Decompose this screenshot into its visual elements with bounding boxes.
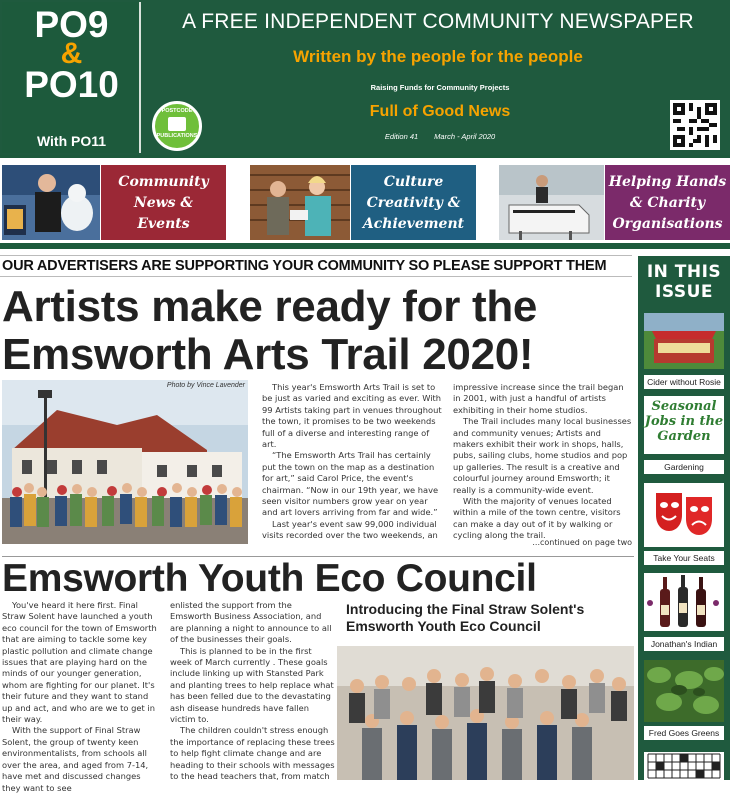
eco-council-headline[interactable]: Emsworth Youth Eco Council [2, 556, 634, 601]
tab-line: Events [137, 216, 190, 232]
greens-thumbnail[interactable] [644, 660, 724, 722]
theatre-masks-thumbnail[interactable] [644, 483, 724, 547]
paragraph: enlisted the support from the Emsworth Business Association, and are planning a night to announce to all of the businesses their goals. [170, 600, 332, 645]
community-news-events-tab[interactable] [101, 165, 226, 240]
seasonal-line: Seasonal [651, 399, 717, 414]
in-this-issue-sidebar [638, 256, 730, 780]
paragraph: You've heard it here first. Final Straw Solent have launched a youth eco council for the town of Emsworth that are aiming to tackle some key plastic pollution and climate change issues that are playing hard on the minds of our younger generation, whom are fighting for our planet. It's their future and they want to stand up and act, and who are we to get in their way. [2, 600, 157, 725]
tab-line: News & [133, 195, 194, 211]
issue-link-take-your-seats[interactable]: Take Your Seats [644, 551, 724, 565]
qr-code[interactable] [670, 100, 720, 150]
title-line: IN THIS [646, 262, 722, 282]
crossword-thumbnail[interactable] [644, 752, 724, 780]
paragraph: This year's Emsworth Arts Trail is set to be just as varied and exciting as ever. With 99 Artists taking part in venues throughout the town, it promises to be two weekends full of a diverse and interesting range of art. [262, 382, 442, 450]
eco-council-group-photo[interactable] [337, 646, 634, 780]
tab-line: Community [118, 174, 209, 190]
tab-line: & Charity [629, 195, 706, 211]
feature-strip [0, 165, 730, 242]
seasonal-jobs-thumbnail[interactable] [644, 396, 724, 454]
tab-line: Creativity & [366, 195, 461, 211]
culture-photo[interactable] [250, 165, 350, 240]
logo-po10: PO10 [24, 64, 119, 105]
masthead [0, 0, 730, 155]
postcode-publications-badge[interactable]: POSTCODE PUBLICATIONS [152, 101, 202, 151]
cider-thumbnail[interactable] [644, 313, 724, 369]
arts-trail-column-1 [262, 382, 442, 542]
logo-ampersand: & [60, 37, 83, 70]
issue-link-jonathans-indian[interactable]: Jonathan's Indian [644, 637, 724, 651]
subtitle: Written by the people for the people [293, 47, 583, 66]
issue-link-gardening[interactable]: Gardening [644, 460, 724, 474]
subhead-line: Emsworth Youth Eco Council [346, 618, 541, 634]
logo-po9: PO9 [34, 4, 109, 45]
title-line: ISSUE [655, 282, 713, 302]
headline-line: Emsworth Arts Trail 2020! [2, 330, 534, 379]
culture-creativity-tab[interactable] [351, 165, 476, 240]
community-photo[interactable] [2, 165, 100, 240]
eco-council-subheadline [346, 601, 634, 635]
charity-photo[interactable] [499, 165, 604, 240]
funds-line: Raising Funds for Community Projects [370, 83, 510, 92]
edition-line [300, 132, 580, 141]
subhead-line: Introducing the Final Straw Solent's [346, 601, 585, 617]
eco-column-2 [170, 600, 335, 783]
arts-trail-column-2 [453, 382, 633, 542]
in-this-issue-title [638, 262, 730, 302]
paragraph: With the majority of venues located within a mile of the town centre, visitors can make a day out of it by walking or cycling along the trail. [453, 496, 621, 541]
tagline: A FREE INDEPENDENT COMMUNITY NEWSPAPER [182, 10, 694, 33]
issue-link-cider[interactable]: Cider without Rosie [644, 375, 724, 389]
paragraph: The children couldn't stress enough the importance of replacing these trees to help fight climate change and are heading to their schools with messages to the head teachers that, from match [170, 725, 335, 782]
strip-rule [0, 243, 730, 249]
paragraph: Last year's event saw 99,000 individual visits recorded over the two weekends, an [262, 518, 438, 541]
edition-date: March - April 2020 [434, 132, 496, 141]
photo-credit: Photo by Vince Lavender [166, 382, 245, 389]
continued-link[interactable]: ...continued on page two [532, 538, 632, 547]
tab-line: Culture [383, 174, 444, 190]
paragraph: The Trail includes many local businesses and community venues; Artists and makers exhibit their work in shops, halls, pubs, sailing clubs, home studios and pop up galleries. The result is a creative and colourful journey around Emsworth; it really is a community-wide event. [453, 416, 632, 495]
good-news-line: Full of Good News [369, 103, 511, 120]
issue-link-fred-goes-greens[interactable]: Fred Goes Greens [644, 726, 724, 740]
arts-trail-headline[interactable] [2, 283, 630, 379]
paragraph: “The Emsworth Arts Trail has certainly put the town on the map as a destination for art,” said Carol Price, the event's chairman. “Now in our 19th year, we have seen visitor numbers grow year on year and art lovers arriving from far and wide.” [262, 450, 439, 518]
helping-hands-charity-tab[interactable] [605, 165, 730, 240]
eco-column-1 [2, 600, 160, 794]
seasonal-line: Garden [657, 429, 711, 444]
paragraph: impressive increase since the trail began in 2001, with just a handful of artists exhibiting in their home studios. [453, 382, 624, 415]
wine-bottles-thumbnail[interactable] [644, 573, 724, 631]
headline-line: Artists make ready for the [2, 282, 538, 331]
advertisers-banner: OUR ADVERTISERS ARE SUPPORTING YOUR COMMUNITY SO PLEASE SUPPORT THEM [0, 255, 632, 277]
seasonal-line: Jobs in the [644, 414, 724, 429]
tab-line: Organisations [612, 216, 723, 232]
tab-line: Helping Hands [608, 174, 727, 190]
arts-trail-group-photo[interactable] [2, 380, 248, 544]
tab-line: Achievement [362, 216, 465, 232]
paragraph: This is planned to be in the first week of March currently . These goals include linking up with Stansted Park and planting trees to help replace what has been felled due to the devastating ash disease hundreds have fallen victim to. [170, 645, 334, 725]
edition-number: Edition 41 [384, 132, 419, 141]
masthead-rule [0, 155, 730, 158]
logo-with-po11: With PO11 [36, 133, 107, 149]
paragraph: With the support of Final Straw Solent, the group of twenty keen environmentalists, from schools all over the area, and aged from 7-14, have met and discussed changes they want to see [2, 725, 149, 793]
po9-po10-logo[interactable] [2, 2, 141, 153]
